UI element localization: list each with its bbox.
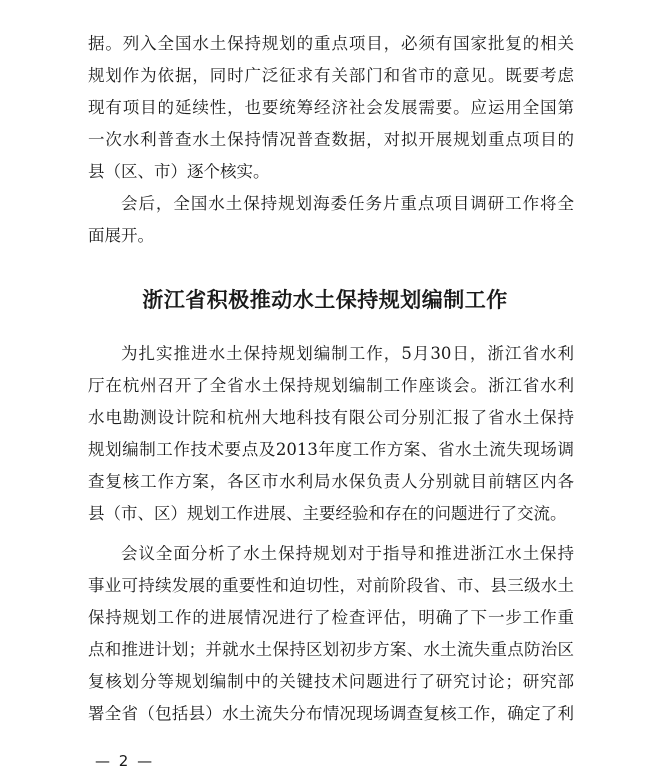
- paragraph-line: 县（市、区）规划工作进展、主要经验和存在的问题进行了交流。: [88, 504, 567, 523]
- page-number: — 2 —: [95, 752, 155, 770]
- paragraph-line: 查复核工作方案，各区市水利局水保负责人分别就目前辖区内各: [88, 472, 574, 491]
- paragraph-line: 事业可持续发展的重要性和迫切性，对前阶段省、市、县三级水土: [88, 576, 574, 595]
- paragraph-line: 点和推进计划；并就水土保持区划初步方案、水土流失重点防治区: [88, 640, 574, 659]
- paragraph-line: 现有项目的延续性，也要统筹经济社会发展需要。应运用全国第: [88, 98, 574, 117]
- paragraph-line: 保持规划工作的进展情况进行了检查评估，明确了下一步工作重: [88, 608, 574, 627]
- paragraph-line: 水电勘测设计院和杭州大地科技有限公司分别汇报了省水土保持: [88, 408, 574, 427]
- paragraph-line: 厅在杭州召开了全省水土保持规划编制工作座谈会。浙江省水利: [88, 376, 574, 395]
- paragraph-line: 据。列入全国水土保持规划的重点项目，必须有国家批复的相关: [88, 34, 574, 53]
- paragraph-line: 规划作为依据，同时广泛征求有关部门和省市的意见。既要考虑: [88, 66, 574, 85]
- paragraph-line: 会议全面分析了水土保持规划对于指导和推进浙江水土保持: [121, 544, 574, 563]
- paragraph-line: 一次水利普查水土保持情况普查数据，对拟开展规划重点项目的: [88, 130, 574, 149]
- paragraph-line: 复核划分等规划编制中的关键技术问题进行了研究讨论；研究部: [88, 672, 574, 691]
- paragraph-line: 县（区、市）逐个核实。: [88, 162, 270, 181]
- article-title: 浙江省积极推动水土保持规划编制工作: [142, 287, 508, 312]
- paragraph-line: 会后，全国水土保持规划海委任务片重点项目调研工作将全: [121, 194, 574, 213]
- paragraph-line: 规划编制工作技术要点及2013年度工作方案、省水土流失现场调: [88, 440, 574, 459]
- paragraph-line: 署全省（包括县）水土流失分布情况现场调查复核工作，确定了利: [88, 704, 574, 723]
- paragraph-line: 面展开。: [88, 226, 154, 245]
- paragraph-line: 为扎实推进水土保持规划编制工作，5月30日，浙江省水利: [121, 344, 574, 363]
